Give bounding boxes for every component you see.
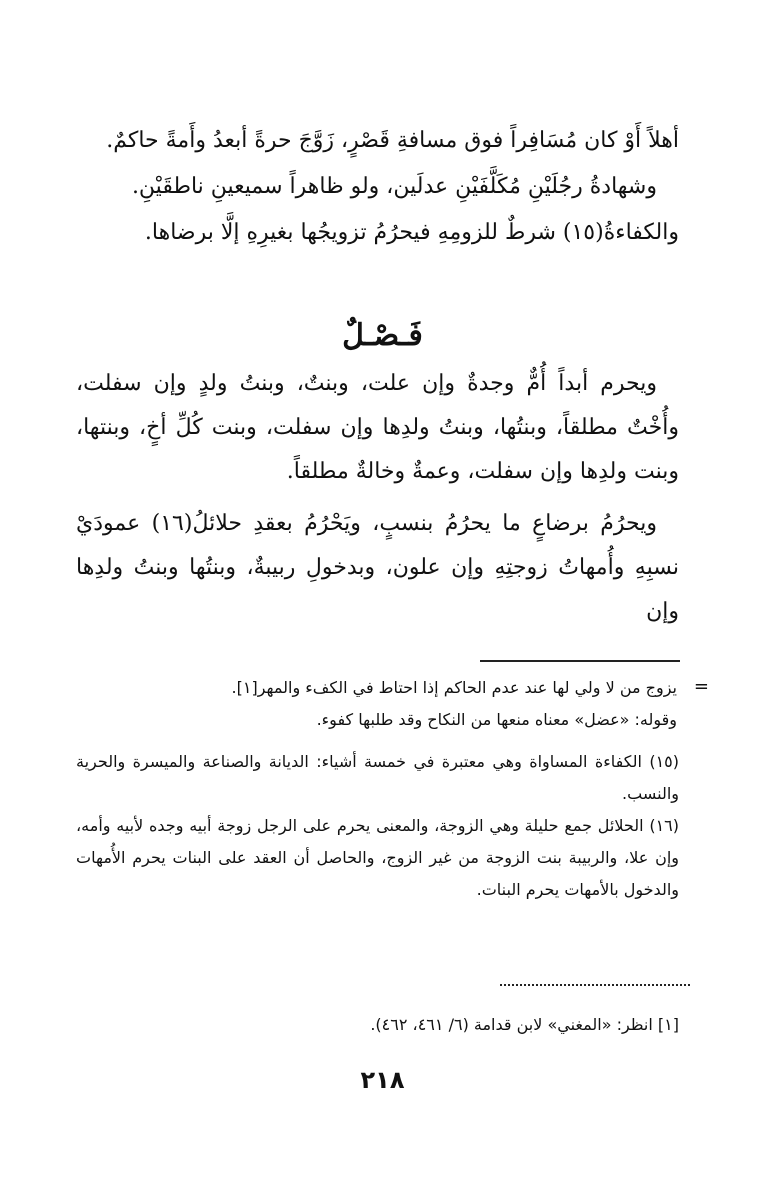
- footnote-continuation-line-2: وقوله: «عضل» معناه منعها من النكاح وقد طلبها كفوء.: [316, 710, 677, 729]
- footnotes: [76, 672, 679, 906]
- page-number: ٢١٨: [360, 1066, 405, 1094]
- section-text-block: [76, 362, 679, 634]
- main-paragraph-2: وشهادةُ رجُلَيْنِ مُكَلَّفَيْنِ عدلَين، ولو ظاهراً سميعينِ ناطقَيْنِ.: [131, 174, 657, 199]
- section-paragraph-1: ويحرم أبداً أُمٌّ وجدةٌ وإن علت، وبنتٌ، وبنتُ ولدٍ وإن سفلت، وأُخْتٌ مطلقاً، وبنتُها، وبنتُ ولدِها وإن سفلت، وبنت كُلِّ أخٍ، وبنتها، وبنت ولدِها وإن سفلت، وعمةٌ وخالةٌ مطلقاً.: [76, 371, 679, 484]
- reference-note: [١] انظر: «المغني» لابن قدامة (٦/ ٤٦١، ٤٦٢).: [370, 1015, 679, 1034]
- footnote-16-text: الحلائل جمع حليلة وهي الزوجة، والمعنى يحرم على الرجل زوجة أبيه وجده لأبيه وأمه، وإن علا، والربيبة بنت الزوجة من غير الزوج، والحاصل أن العقد على البنات يحرم الأُمهات والدخول بالأمهات يحرم البنات.: [76, 816, 679, 899]
- footnote-continuation-line-1: يزوج من لا ولي لها عند عدم الحاكم إذا احتاط في الكفء والمهر[١].: [231, 678, 677, 697]
- main-paragraph-1: أهلاً أَوْ كان مُسَافِراً فوق مسافةِ قَصْرٍ، زَوَّجَ حرةً أبعدُ وأَمةً حاكمٌ.: [106, 128, 679, 153]
- footnote-15-text: الكفاءة المساواة وهي معتبرة في خمسة أشياء: الديانة والصناعة والميسرة والحرية والنسب.: [76, 752, 679, 803]
- footnote-15: [76, 746, 679, 810]
- main-text-block: [76, 118, 679, 256]
- reference-separator: [500, 984, 690, 986]
- footnote-separator: [480, 660, 680, 662]
- footnote-16-number: (١٦): [649, 816, 679, 835]
- footnote-16: [76, 810, 679, 906]
- continuation-mark: =: [693, 676, 709, 697]
- section-paragraph-2: ويحرُمُ برضاعٍ ما يحرُمُ بنسبٍ، ويَحْرُمُ بعقدِ حلائلُ(١٦) عمودَيْ نسبِهِ وأُمهاتُ زوجتِهِ وإن علون، وبدخولِ ربيبةٌ، وبنتُها وبنتُ ولدِها وإن: [76, 511, 679, 624]
- main-paragraph-3: والكفاءةُ(١٥) شرطٌ للزومِهِ فيحرُمُ تزويجُها بغيرِهِ إلَّا برضاها.: [144, 220, 679, 245]
- footnote-15-number: (١٥): [649, 752, 679, 771]
- section-heading: فَـصْـلٌ: [342, 318, 423, 353]
